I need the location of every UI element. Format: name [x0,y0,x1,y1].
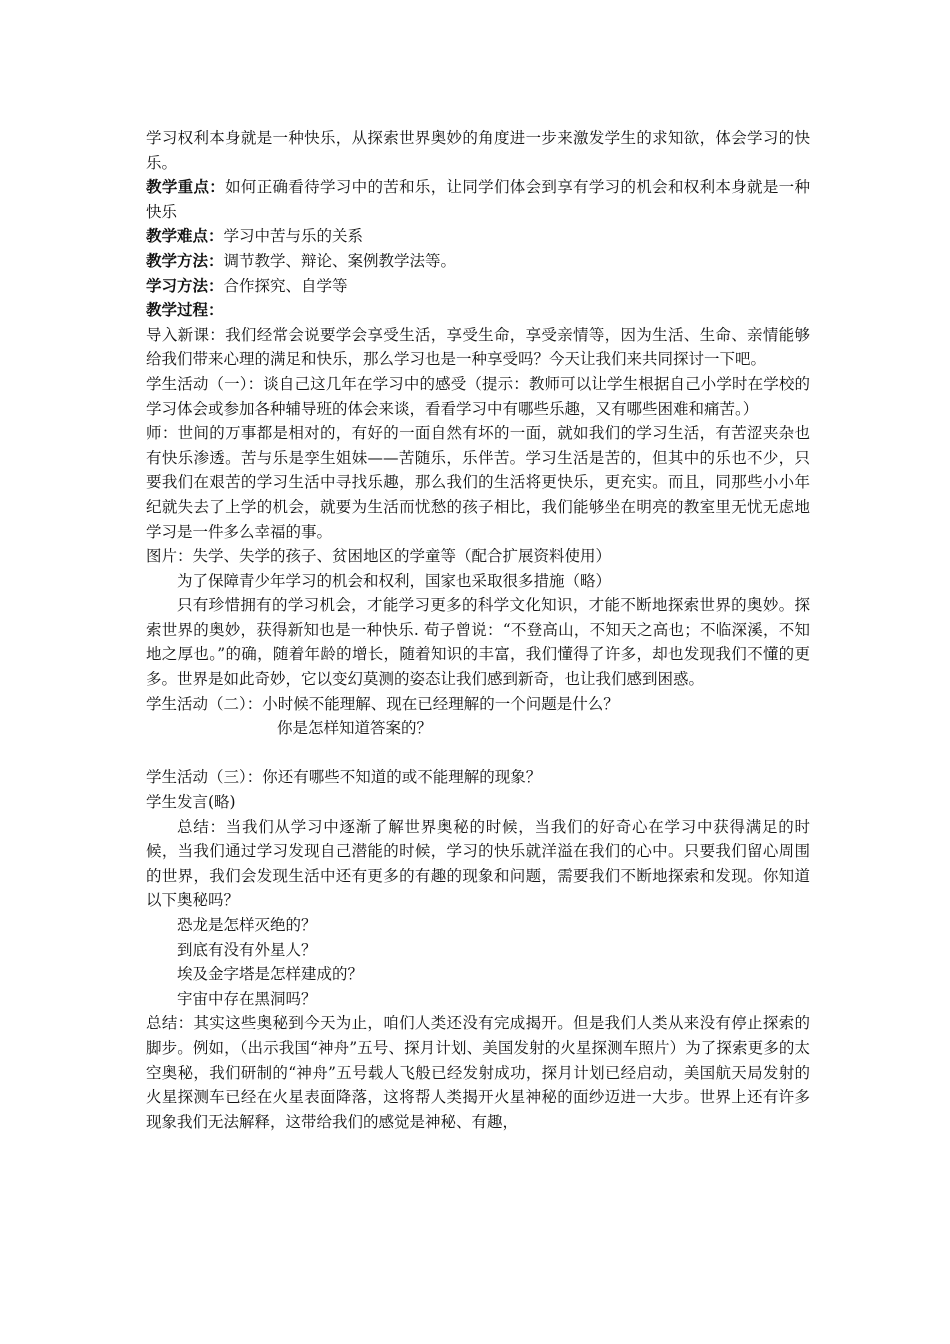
document-body [146,126,810,1134]
teaching-focus-label: 教学重点： [146,177,226,197]
teaching-focus-text: 如何正确看待学习中的苦和乐，让同学们体会到享有学习的机会和权利本身就是一种快乐 [146,178,810,221]
intro-paragraph: 学习权利本身就是一种快乐，从探索世界奥妙的角度进一步来激发学生的求知欲，体会学习的快乐。 [146,129,810,172]
teaching-method [146,249,810,274]
teacher-remark: 师：世间的万事都是相对的，有好的一面自然有坏的一面，就如我们的学习生活，有苦涩夹杂也有快乐渗透。苦与乐是孪生姐妹——苦随乐，乐伴苦。学习生活是苦的，但其中的乐也不少，只要我们在艰苦的学习生活中寻找乐趣，那么我们的生活将更快乐，更充实。而且，同那些小小年纪就失去了上学的机会，就要为生活而忧愁的孩子相比，我们能够坐在明亮的教室里无忧无虑地学习是一件多么幸福的事。 [146,424,810,541]
learning-method [146,274,810,299]
question-item: 到底有没有外星人？ [177,940,317,959]
student-activity-2-followup: 你是怎样知道答案的？ [277,719,433,738]
cherish-paragraph: 只有珍惜拥有的学习机会，才能学习更多的科学文化知识，才能不断地探索世界的奥妙。探索世界的奥妙，获得新知也是一种快乐. 荀子曾说：“不登高山，不知天之高也；不临深溪，不知地之厚也。”的确，随着年龄的增长，随着知识的丰富，我们懂得了许多，却也发现我们不懂的更多。世界是如此奇妙，它以变幻莫测的姿态让我们感到新奇，也让我们感到困惑。 [146,596,810,689]
teaching-method-text: 调节教学、辩论、案例教学法等。 [223,251,457,270]
lesson-intro: 导入新课：我们经常会说要学会享受生活，享受生命，享受亲情等，因为生活、生命、亲情能够给我们带来心理的满足和快乐，那么学习也是一种享受吗？今天让我们来共同探讨一下吧。 [146,325,810,369]
student-speech: 学生发言(略) [146,793,236,812]
teaching-method-label: 教学方法： [146,250,224,270]
question-item: 恐龙是怎样灭绝的？ [177,916,317,934]
learning-method-label: 学习方法： [146,275,224,295]
learning-method-text: 合作探究、自学等 [223,276,348,295]
blank-line [146,741,810,766]
teaching-difficulty-label: 教学难点： [146,226,224,246]
question-item: 宇宙中存在黑洞吗？ [177,989,317,1008]
student-activity-3: 学生活动（三）：你还有哪些不知道的或不能理解的现象？ [146,768,542,787]
teaching-difficulty [146,224,810,249]
question-item: 埃及金字塔是怎样建成的？ [177,965,364,984]
student-activity-2: 学生活动（二）：小时候不能理解、现在已经理解的一个问题是什么？ [146,694,619,713]
picture-note: 图片：失学、失学的孩子、贫困地区的学童等（配合扩展资料使用） [146,547,612,566]
teaching-process-label: 教学过程： [146,300,224,320]
teaching-focus [146,175,810,224]
student-activity-1: 学生活动（一）：谈自己这几年在学习中的感受（提示：教师可以让学生根据自己小学时在学校的学习体会或参加各种辅导班的体会来谈，看看学习中有哪些乐趣，又有哪些困难和痛苦。） [146,374,810,418]
summary-paragraph-2: 总结：其实这些奥秘到今天为止，咱们人类还没有完成揭开。但是我们人类从来没有停止探索的脚步。例如，（出示我国“神舟”五号、探月计划、美国发射的火星探测车照片）为了探索更多的太空奥秘，我们研制的“神舟”五号载人飞般已经发射成功，探月计划已经启动，美国航天局发射的火星探测车已经在火星表面降落，这将帮人类揭开火星神秘的面纱迈进一大步。世界上还有许多现象我们无法解释，这带给我们的感觉是神秘、有趣， [146,1014,810,1131]
teaching-difficulty-text: 学习中苦与乐的关系 [223,227,364,246]
summary-paragraph-1: 总结：当我们从学习中逐渐了解世界奥秘的时候，当我们的好奇心在学习中获得满足的时候，当我们通过学习发现自己潜能的时候，学习的快乐就洋溢在我们的心中。只要我们留心周围的世界，我们会发现生活中还有更多的有趣的现象和问题，需要我们不断地探索和发现。你知道以下奥秘吗？ [146,817,810,910]
teaching-process [146,298,810,323]
state-measures: 为了保障青少年学习的机会和权利，国家也采取很多措施（略） [177,571,612,590]
